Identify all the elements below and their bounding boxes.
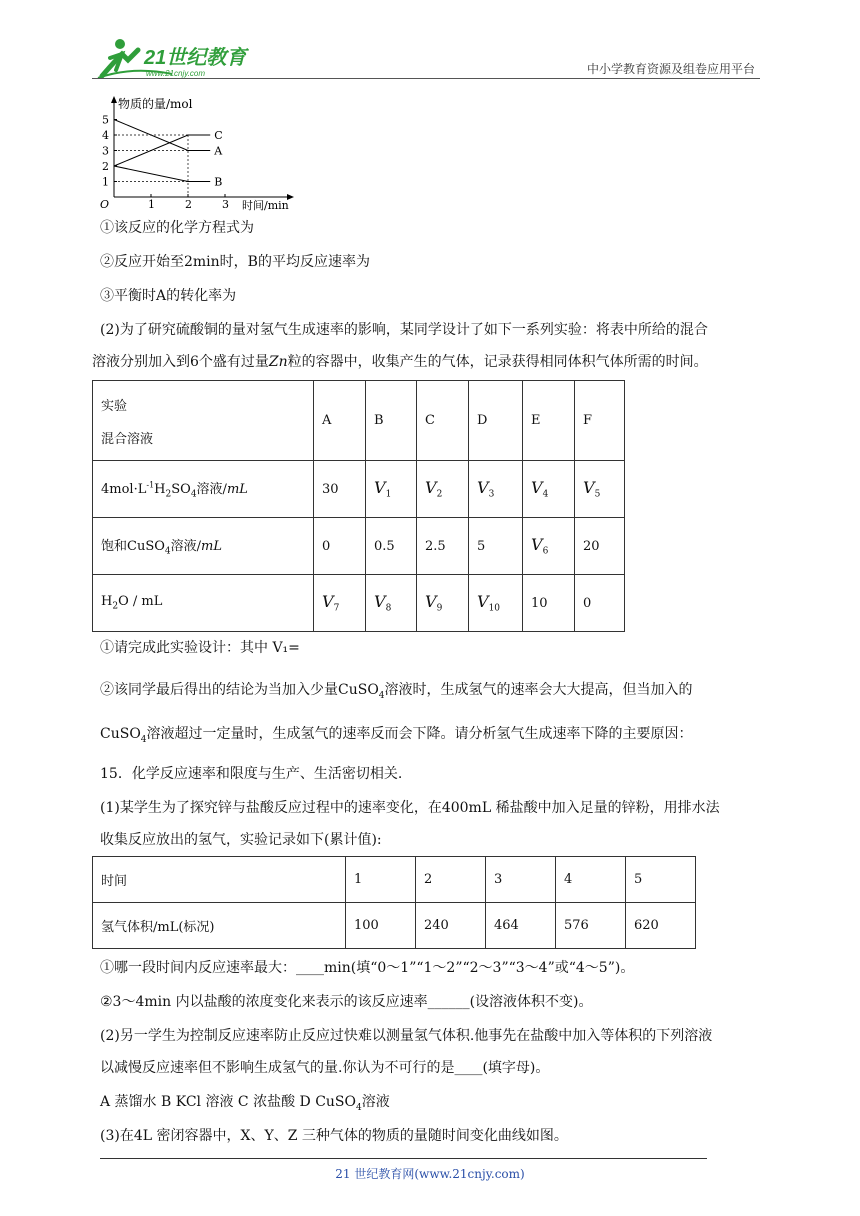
q15-part1-line1: (1)某学生为了探究锌与盐酸反应过程中的速率变化，在400mL 稀盐酸中加入足量的锌粉，用排水法 [100, 800, 720, 816]
column-header: D [469, 381, 523, 461]
conclusion-line-2: CuSO$_4$溶液超过一定量时，生成氢气的速率反而会下降。请分析氢气生成速率下降的主要原因： [100, 726, 693, 745]
q15-part3: (3)在4L 密闭容器中，X、Y、Z 三种气体的物质的量随时间变化曲线如图。 [100, 1128, 568, 1144]
series-line-b [114, 166, 210, 182]
column-header: B [366, 381, 417, 461]
table-cell: 576 [556, 903, 626, 949]
q15-sub-1: ①哪一段时间内反应速率最大：____min(填“0～1”“1～2”“2～3”“3～4”或“4～5”)。 [100, 960, 635, 976]
q15-sub-2: ②3～4min 内以盐酸的浓度变化来表示的该反应速率______(设溶液体积不变)。 [100, 994, 593, 1010]
part-2-line-1: (2)为了研究硫酸铜的量对氢气生成速率的影响，某同学设计了如下一系列实验：将表中所给的混合 [100, 322, 708, 338]
table-cell: $V_7$ [314, 575, 366, 632]
part-2-line-2: 溶液分别加入到6个盛有过量Zn粒的容器中，收集产生的气体，记录获得相同体积气体所需的时间。 [92, 354, 708, 370]
table-cell: 4 [556, 857, 626, 903]
conclusion-line-1: ②该同学最后得出的结论为当加入少量CuSO$_4$溶液时，生成氢气的速率会大大提高，但当加入的 [100, 682, 693, 701]
question-2: ②反应开始至2min时，B的平均反应速率为 [100, 254, 370, 270]
table-cell: $V_3$ [469, 461, 523, 518]
footer-divider [100, 1158, 707, 1159]
row-label: 时间 [93, 857, 346, 903]
table-cell: 2.5 [417, 518, 469, 575]
table-cell: $V_4$ [523, 461, 575, 518]
column-header: A [314, 381, 366, 461]
table-row [93, 518, 625, 575]
table-cell: $V_8$ [366, 575, 417, 632]
y-tick-label: 1 [102, 175, 109, 189]
x-axis-label: 时间/min [242, 199, 289, 212]
platform-title: 中小学教育资源及组卷应用平台 [586, 62, 755, 76]
x-tick-label: 1 [148, 198, 155, 211]
column-header: F [575, 381, 625, 461]
y-axis-arrow [111, 96, 117, 103]
q15-part1-line2: 收集反应放出的氢气，实验记录如下(累计值): [100, 832, 382, 848]
y-tick-label: 4 [102, 129, 109, 142]
row-label: 饱和CuSO$_4$溶液/mL [93, 518, 314, 575]
header-corner-cell: 实验 混合溶液 [93, 381, 314, 461]
table-row [93, 575, 625, 632]
column-header: C [417, 381, 469, 461]
table-cell: 1 [346, 857, 416, 903]
y-tick-label: 3 [102, 144, 109, 158]
design-question: ①请完成此实验设计：其中 V₁= [100, 640, 300, 656]
table-cell: $V_{10}$ [469, 575, 523, 632]
table-cell: 464 [486, 903, 556, 949]
row-label: 氢气体积/mL(标况) [93, 903, 346, 949]
amount-time-chart [92, 95, 312, 215]
table-header-row [93, 381, 625, 461]
column-header: E [523, 381, 575, 461]
table-cell: 0 [314, 518, 366, 575]
table-cell: $V_2$ [417, 461, 469, 518]
table-cell: $V_6$ [523, 518, 575, 575]
y-tick-label: 2 [102, 160, 109, 173]
table-cell: 620 [626, 903, 696, 949]
table-cell: 0.5 [366, 518, 417, 575]
table-cell: $V_1$ [366, 461, 417, 518]
origin-label: O [100, 198, 110, 211]
question-3: ③平衡时A的转化率为 [100, 288, 237, 304]
experiment-table [92, 380, 625, 632]
series-label-b: B [214, 175, 223, 189]
series-label-a: A [214, 144, 223, 158]
q15-part2-line2: 以减慢反应速率但不影响生成氢气的量.你认为不可行的是____(填字母)。 [100, 1060, 550, 1076]
x-tick-label: 3 [222, 198, 229, 211]
table-cell: 0 [575, 575, 625, 632]
table-cell: 240 [416, 903, 486, 949]
svg-text:21世纪教育: 21世纪教育 [144, 47, 247, 69]
site-logo [92, 36, 262, 82]
x-tick-label: 2 [185, 198, 192, 211]
table-cell: 5 [626, 857, 696, 903]
table-cell: 100 [346, 903, 416, 949]
table-cell: 2 [416, 857, 486, 903]
q15-part2-line1: (2)另一学生为控制反应速率防止反应过快难以测量氢气体积.他事先在盐酸中加入等体积的下列溶液 [100, 1028, 713, 1044]
table-cell: $V_5$ [575, 461, 625, 518]
table-cell: 20 [575, 518, 625, 575]
table-cell: 30 [314, 461, 366, 518]
svg-text:www.21cnjy.com: www.21cnjy.com [146, 69, 205, 78]
row-label: $4mol\cdot L^{-1}H_2SO_4$溶液/mL [93, 461, 314, 518]
table-cell: 5 [469, 518, 523, 575]
footer-text: 21 世纪教育网(www.21cnjy.com) [335, 1167, 525, 1181]
hydrogen-volume-table [92, 856, 696, 949]
row-label: $H_2O$ / mL [93, 575, 314, 632]
header-divider [92, 78, 760, 79]
table-row [93, 857, 696, 903]
series-label-c: C [214, 129, 223, 142]
table-cell: 10 [523, 575, 575, 632]
question-15-title: 15．化学反应速率和限度与生产、生活密切相关. [100, 766, 403, 782]
table-cell: 3 [486, 857, 556, 903]
table-cell: $V_9$ [417, 575, 469, 632]
table-row [93, 903, 696, 949]
question-1: ①该反应的化学方程式为 [100, 220, 254, 236]
y-axis-label: 物质的量/mol [118, 97, 193, 111]
q15-options: A 蒸馏水 B KCl 溶液 C 浓盐酸 D CuSO$_4$溶液 [100, 1094, 390, 1113]
table-row [93, 461, 625, 518]
y-tick-label: 5 [102, 113, 109, 127]
